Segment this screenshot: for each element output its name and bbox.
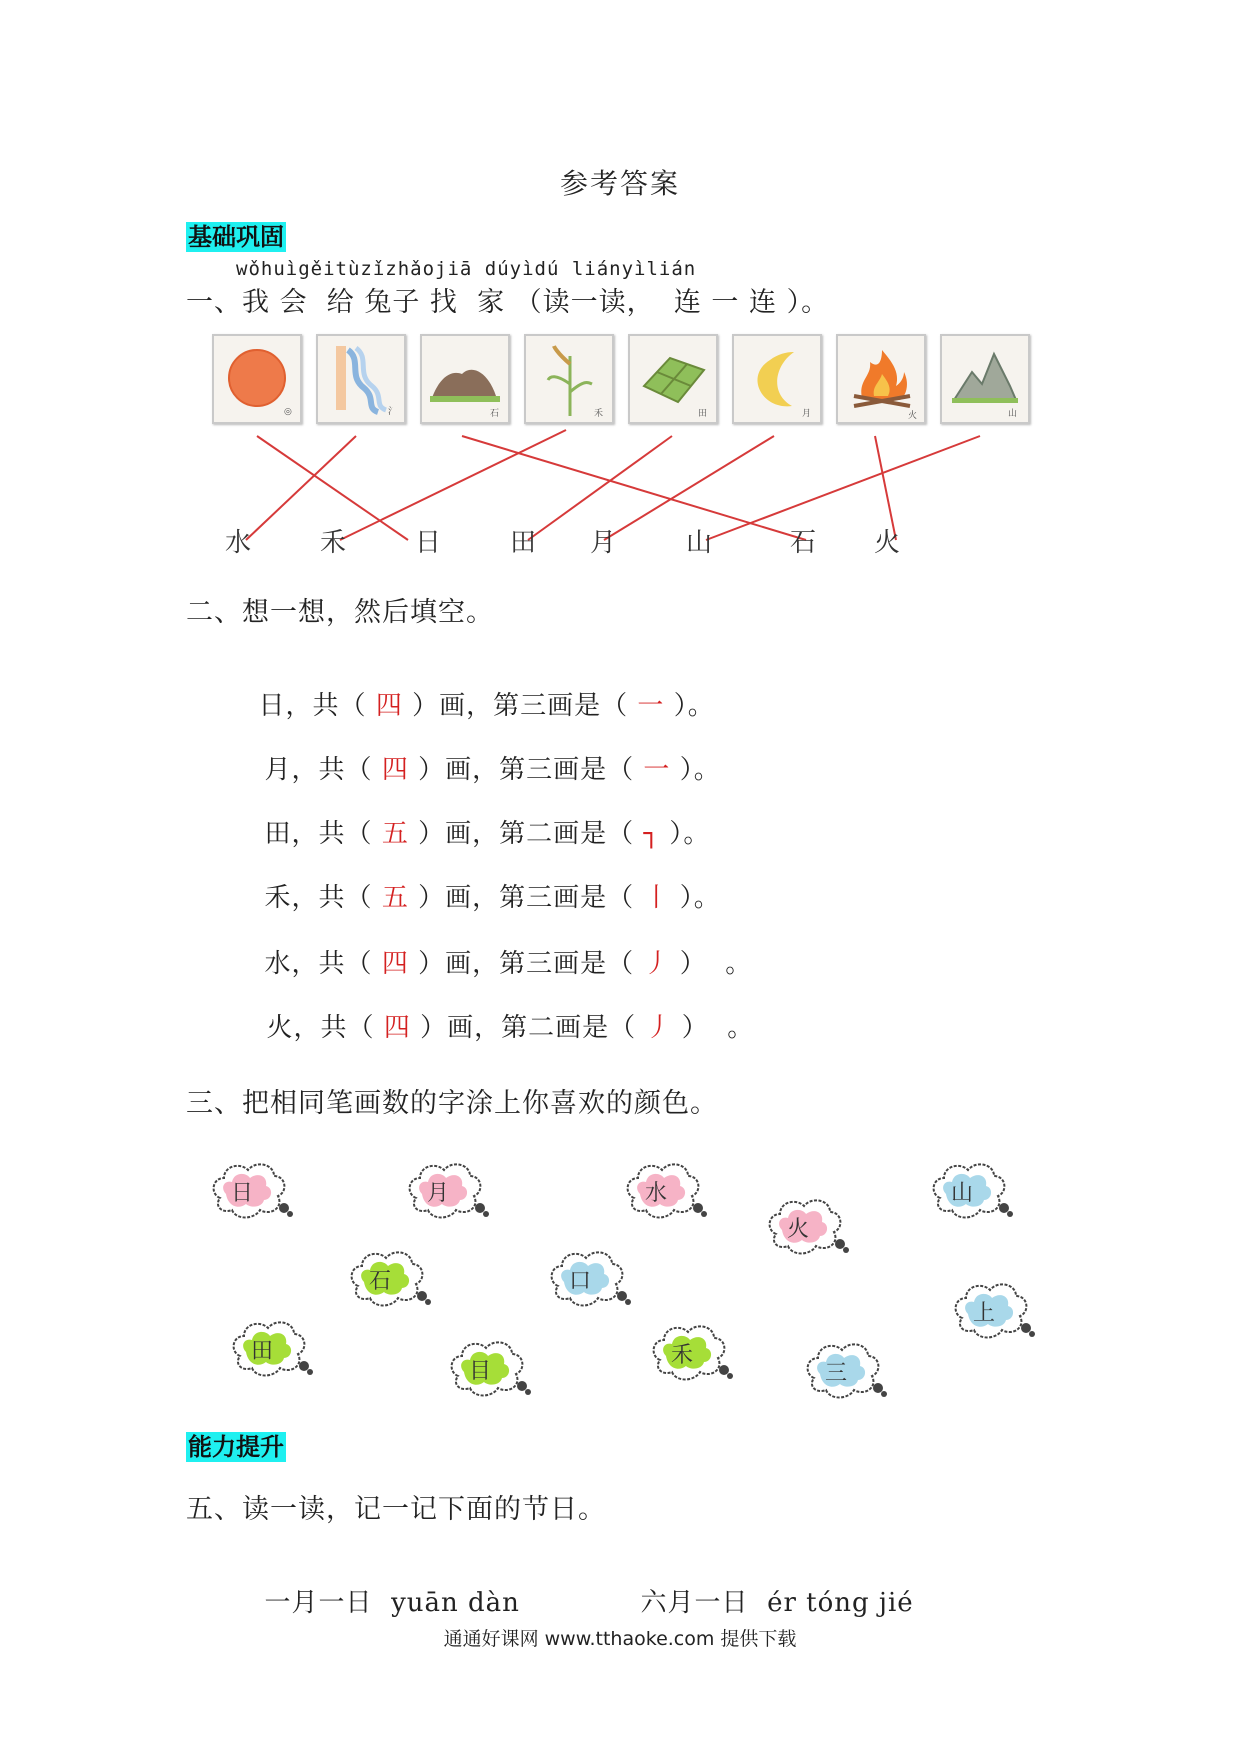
row-end: ）。 bbox=[679, 755, 721, 785]
cloud-char: 石 bbox=[368, 1269, 391, 1294]
row-gong: ，共（ bbox=[291, 755, 373, 785]
cloud-char: 禾 bbox=[670, 1343, 693, 1368]
cloud-char: 三 bbox=[824, 1361, 847, 1386]
page-title: 参考答案 bbox=[559, 167, 680, 200]
row-char: 月 bbox=[264, 755, 292, 785]
color-cloud bbox=[762, 1194, 852, 1266]
cloud-char: 上 bbox=[972, 1301, 995, 1326]
svg-text:山: 山 bbox=[1008, 409, 1018, 419]
row-hua: ）画， bbox=[418, 819, 500, 849]
q3-heading: 三、把相同笔画数的字涂上你喜欢的颜色。 bbox=[186, 1088, 718, 1119]
color-cloud bbox=[948, 1278, 1038, 1350]
row-hua: ）画， bbox=[412, 691, 494, 721]
row-gong: ，共（ bbox=[293, 1013, 375, 1043]
row-open: （ bbox=[609, 1013, 637, 1043]
row-end: ） 。 bbox=[679, 949, 753, 979]
row-hua: ）画， bbox=[418, 949, 500, 979]
q2-row bbox=[246, 783, 710, 850]
answer-count: 四 bbox=[381, 949, 409, 979]
q2-row bbox=[248, 977, 754, 1044]
row-char: 日 bbox=[258, 691, 286, 721]
match-char-shi: 石 bbox=[790, 528, 817, 558]
row-ordinal: 第二画是 bbox=[501, 1013, 610, 1043]
holiday-item bbox=[622, 1552, 914, 1619]
answer-count: 四 bbox=[383, 1013, 411, 1043]
cloud-char: 山 bbox=[950, 1181, 973, 1206]
row-char: 田 bbox=[264, 819, 292, 849]
color-cloud bbox=[544, 1246, 634, 1318]
color-cloud bbox=[344, 1246, 434, 1318]
svg-text:石: 石 bbox=[490, 409, 500, 419]
section-tag-advanced bbox=[186, 1427, 286, 1462]
section-tag-label: 能力提升 bbox=[188, 1433, 284, 1461]
answer-stroke: 丿 bbox=[643, 949, 671, 979]
match-char-yue: 月 bbox=[590, 528, 617, 558]
q2-heading: 二、想一想，然后填空。 bbox=[186, 597, 494, 628]
row-ordinal: 第三画是 bbox=[493, 691, 602, 721]
color-cloud bbox=[620, 1158, 710, 1230]
color-cloud bbox=[800, 1338, 890, 1410]
match-char-shan: 山 bbox=[686, 528, 713, 558]
row-end: ）。 bbox=[673, 691, 715, 721]
q1-heading: 一、我 会 给 兔子 找 家 （读一读， 连 一 连 ）。 bbox=[186, 287, 830, 318]
holiday-date: 一月一日 bbox=[264, 1588, 373, 1618]
cloud-char: 口 bbox=[568, 1269, 591, 1294]
q5-heading: 五、读一读，记一记下面的节日。 bbox=[186, 1494, 606, 1525]
answer-count: 五 bbox=[381, 819, 409, 849]
color-cloud bbox=[226, 1316, 316, 1388]
answer-stroke: 丿 bbox=[645, 1013, 673, 1043]
color-cloud bbox=[646, 1320, 736, 1392]
q1-pinyin: wǒhuìgěitùzǐzhǎojiā dúyìdú liányìlián bbox=[236, 258, 697, 280]
holiday-item bbox=[246, 1552, 520, 1619]
svg-text:火: 火 bbox=[908, 411, 918, 421]
cloud-char: 水 bbox=[644, 1181, 667, 1206]
row-end: ）。 bbox=[679, 883, 721, 913]
cloud-char: 目 bbox=[468, 1359, 491, 1384]
answer-stroke: 丨 bbox=[643, 883, 671, 913]
row-hua: ）画， bbox=[418, 755, 500, 785]
match-char-huo: 火 bbox=[874, 528, 901, 558]
row-open: （ bbox=[607, 819, 635, 849]
row-open: （ bbox=[607, 755, 635, 785]
answer-count: 四 bbox=[381, 755, 409, 785]
row-ordinal: 第二画是 bbox=[499, 819, 608, 849]
row-hua: ）画， bbox=[420, 1013, 502, 1043]
row-end: ） 。 bbox=[681, 1013, 755, 1043]
answer-stroke: 一 bbox=[637, 691, 665, 721]
match-char-shui: 水 bbox=[225, 528, 252, 558]
row-ordinal: 第三画是 bbox=[499, 949, 608, 979]
holiday-pinyin: yuān dàn bbox=[391, 1588, 520, 1618]
row-char: 禾 bbox=[264, 883, 292, 913]
row-hua: ）画， bbox=[418, 883, 500, 913]
row-gong: ，共（ bbox=[285, 691, 367, 721]
section-tag-label: 基础巩固 bbox=[188, 223, 284, 251]
holiday-date: 六月一日 bbox=[640, 1588, 749, 1618]
row-gong: ，共（ bbox=[291, 883, 373, 913]
row-ordinal: 第三画是 bbox=[499, 883, 608, 913]
svg-text:月: 月 bbox=[802, 409, 812, 419]
match-char-ri: 日 bbox=[415, 528, 442, 558]
cloud-char: 日 bbox=[230, 1181, 253, 1206]
cloud-char: 月 bbox=[426, 1181, 449, 1206]
cloud-char: 田 bbox=[250, 1339, 273, 1364]
svg-text:田: 田 bbox=[698, 409, 708, 419]
color-cloud bbox=[444, 1336, 534, 1408]
answer-count: 五 bbox=[381, 883, 409, 913]
row-open: （ bbox=[607, 949, 635, 979]
cloud-char: 火 bbox=[786, 1217, 809, 1242]
row-char: 水 bbox=[264, 949, 292, 979]
row-gong: ，共（ bbox=[291, 819, 373, 849]
row-open: （ bbox=[607, 883, 635, 913]
q2-row bbox=[246, 847, 721, 914]
row-ordinal: 第三画是 bbox=[499, 755, 608, 785]
svg-text:禾: 禾 bbox=[594, 409, 604, 419]
matching-lines bbox=[0, 0, 1240, 560]
answer-count: 四 bbox=[375, 691, 403, 721]
color-cloud bbox=[926, 1158, 1016, 1230]
answer-stroke: ┐ bbox=[643, 819, 661, 849]
holiday-pinyin: ér tóng jié bbox=[767, 1588, 914, 1618]
row-end: ）。 bbox=[669, 819, 711, 849]
q2-row bbox=[246, 913, 752, 980]
q2-row bbox=[240, 655, 715, 722]
row-gong: ，共（ bbox=[291, 949, 373, 979]
match-char-tian: 田 bbox=[510, 528, 537, 558]
answer-stroke: 一 bbox=[643, 755, 671, 785]
color-cloud bbox=[206, 1158, 296, 1230]
match-char-he: 禾 bbox=[320, 528, 347, 558]
footer-source: 通通好课网 www.tthaoke.com 提供下载 bbox=[443, 1628, 797, 1650]
q2-row bbox=[246, 719, 721, 786]
color-cloud bbox=[402, 1158, 492, 1230]
svg-text:◎: ◎ bbox=[284, 407, 292, 417]
row-char: 火 bbox=[266, 1013, 294, 1043]
svg-text:氵: 氵 bbox=[388, 407, 398, 417]
row-open: （ bbox=[601, 691, 629, 721]
